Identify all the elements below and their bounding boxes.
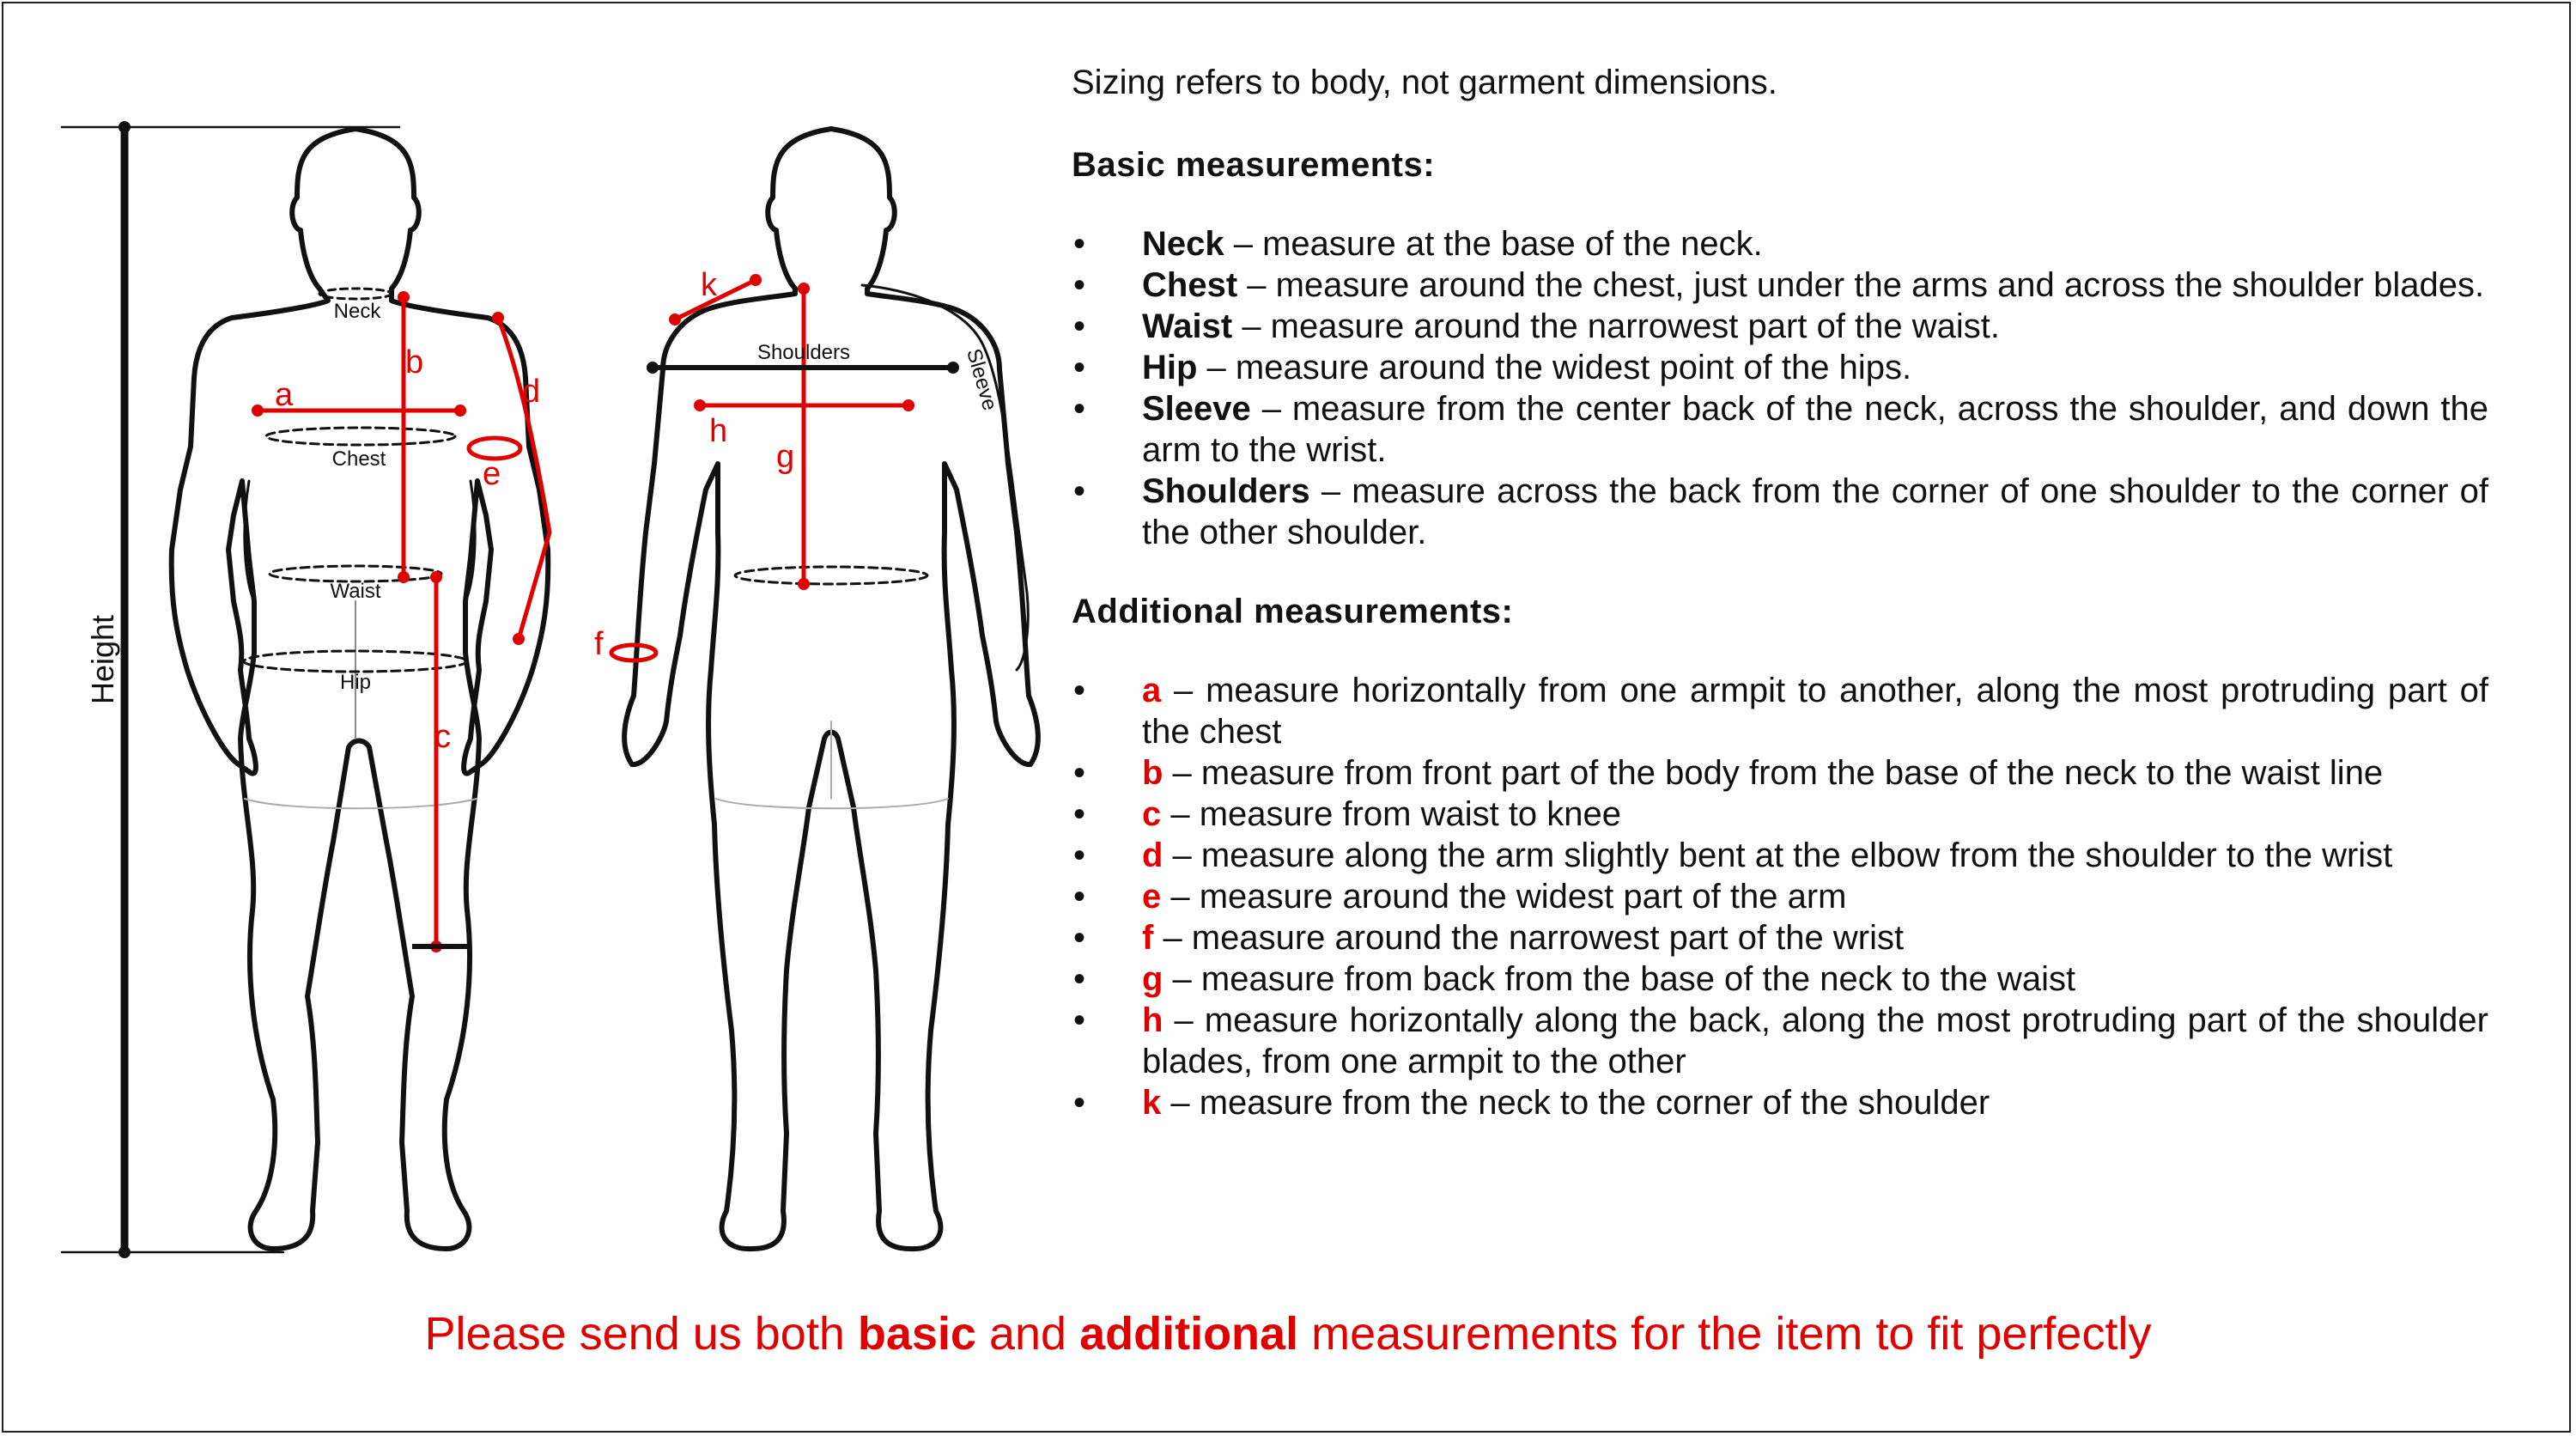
basic-heading: Basic measurements: — [1072, 146, 1436, 184]
list-item: • c – measure from waist to knee — [1073, 795, 1622, 833]
front-measure-lines — [258, 297, 550, 946]
letter-c: c — [434, 719, 451, 755]
hip-label: Hip — [339, 671, 372, 694]
list-item: • f – measure around the narrowest part of the wrist — [1073, 919, 1905, 957]
letter-d: d — [522, 374, 541, 410]
back-figure — [624, 129, 1038, 1249]
sleeve-label: Sleeve — [962, 345, 1002, 413]
list-item: • h – measure horizontally along the back, along the most protruding part of the shoulder blades, from one armpit to the other — [1073, 1001, 2488, 1080]
letter-e: e — [483, 456, 501, 492]
additional-list — [1072, 670, 2488, 1123]
letter-g: g — [776, 439, 795, 475]
letter-a: a — [275, 377, 294, 413]
list-item: • Shoulders – measure across the back from the corner of one shoulder to the corner of the other shoulder. — [1073, 472, 2488, 551]
list-item: • Neck – measure at the base of the neck. — [1073, 225, 1763, 263]
list-item: • k – measure from the neck to the corner of the shoulder — [1073, 1084, 1990, 1122]
additional-heading: Additional measurements: — [1072, 593, 1514, 630]
chest-label: Chest — [331, 447, 386, 471]
body-figures — [0, 0, 1048, 1436]
list-item: • d – measure along the arm slightly bent at the elbow from the shoulder to the wrist — [1073, 837, 2393, 874]
waist-label: Waist — [330, 580, 381, 603]
letter-h: h — [709, 413, 728, 449]
list-item: • b – measure from front part of the body from the base of the neck to the waist line — [1073, 754, 2384, 792]
list-item: • Chest – measure around the chest, just under the arms and across the shoulder blades. — [1073, 266, 2485, 304]
measurement-instructions — [1072, 58, 2488, 1123]
letter-b: b — [405, 344, 424, 380]
letter-k: k — [701, 267, 717, 303]
letter-f: f — [594, 626, 604, 662]
footer-note: Please send us both basic and additional measurements for the item to fit perfectly — [424, 1308, 2152, 1360]
list-item: • g – measure from back from the base of the neck to the waist — [1073, 960, 2076, 998]
neck-label: Neck — [333, 300, 381, 323]
basic-list — [1072, 223, 2488, 553]
list-item: • a – measure horizontally from one armpit to another, along the most protruding part of the chest — [1073, 672, 2488, 751]
list-item: • Sleeve – measure from the center back of the neck, across the shoulder, and down the arm to the wrist. — [1073, 390, 2488, 469]
shoulders-label: Shoulders — [756, 341, 851, 364]
intro-text: Sizing refers to body, not garment dimensions. — [1072, 64, 1777, 101]
list-item: • e – measure around the widest part of the arm — [1073, 878, 1847, 916]
height-label: Height — [85, 614, 120, 705]
list-item: • Hip – measure around the widest point of the hips. — [1073, 349, 1912, 386]
list-item: • Waist – measure around the narrowest part of the waist. — [1073, 307, 2001, 345]
